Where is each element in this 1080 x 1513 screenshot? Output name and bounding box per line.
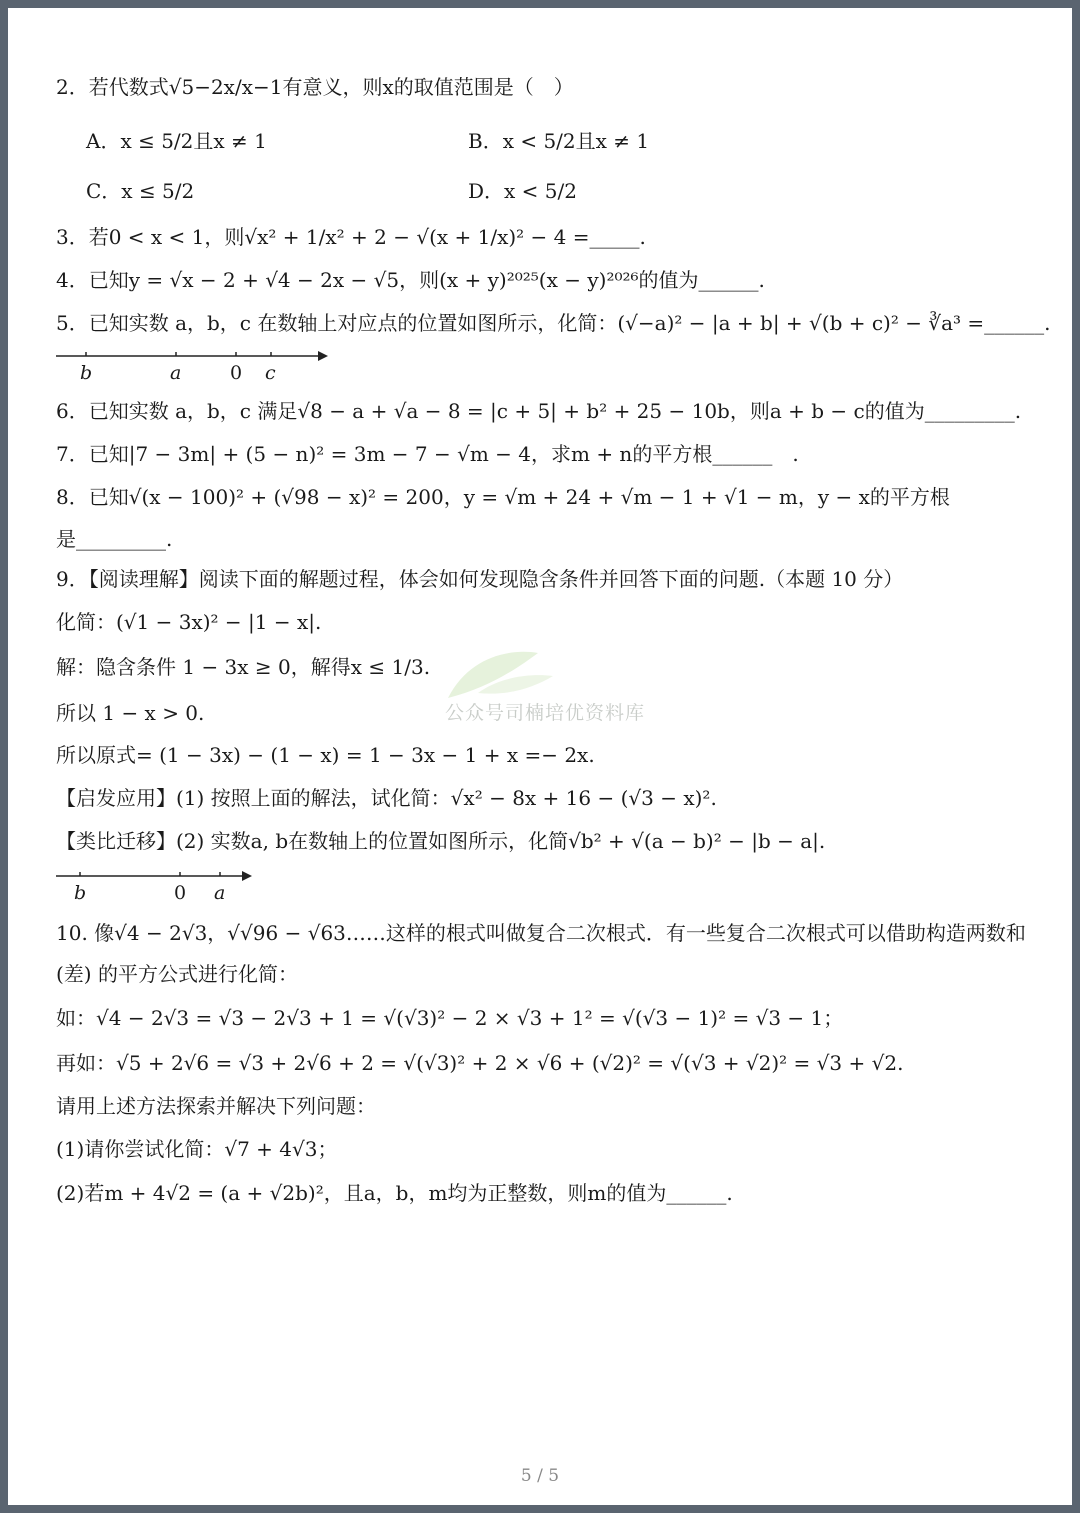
tick-label-b: b [80,362,93,384]
question-9-part-2: 【类比迁移】(2) 实数a, b在数轴上的位置如图所示，化简√b² + √(a − b)² − |b − a|. [56,829,826,853]
question-10-intro: 10. 像√4 − 2√3，√√96 − √63……这样的根式叫做复合二次根式．有一些复合二次根式可以借助构造两数和 [56,921,1026,945]
question-9-part-1: 【启发应用】(1) 按照上面的解法，试化简：√x² − 8x + 16 − (√3 − x)². [56,786,717,810]
tick-label-a: a [214,882,226,904]
question-10-example-2: 再如：√5 + 2√6 = √3 + 2√6 + 2 = √(√3)² + 2 × √6 + (√2)² = √(√3 + √2)² = √3 + √2. [56,1051,904,1075]
question-2-option-d: D．x < 5/2 [468,179,577,203]
tick-label-c: c [265,362,276,384]
tick-label-zero: 0 [230,362,243,384]
tick-label-a: a [170,362,182,384]
question-6: 6．已知实数 a，b，c 满足√8 − a + √a − 8 = |c + 5| + b² + 25 − 10b，则a + b − c的值为_________. [56,399,1022,423]
watermark-text: 公众号司楠培优资料库 [445,702,646,724]
question-2-stem: 2．若代数式√5−2x/x−1有意义，则x的取值范围是（ ） [56,75,574,99]
question-9-step: 所以 1 − x > 0. [56,701,205,725]
question-9-title: 9．【阅读理解】阅读下面的解题过程，体会如何发现隐含条件并回答下面的问题.（本题 10 分） [56,567,904,591]
question-5: 5．已知实数 a，b，c 在数轴上对应点的位置如图所示，化简：(√−a)² − |a + b| + √(b + c)² − ∛a³ =______. [56,311,1051,335]
question-10-part-1: (1)请你尝试化简：√7 + 4√3； [56,1137,338,1161]
tick-label-zero: 0 [174,882,187,904]
question-2-option-c: C．x ≤ 5/2 [86,179,195,203]
number-line-axis [56,346,336,366]
question-10-part-2: (2)若m + 4√2 = (a + √2b)²，且a，b，m均为正整数，则m的值为______. [56,1181,733,1205]
page-number: 5 / 5 [520,1466,560,1486]
question-9-solution: 解：隐含条件 1 − 3x ≥ 0，解得x ≤ 1/3. [56,655,431,679]
number-line-axis [56,866,276,886]
document-page [8,8,1072,1505]
question-3: 3．若0 < x < 1，则√x² + 1/x² + 2 − √(x + 1/x)² − 4 =_____. [56,225,646,249]
question-10-instruction: 请用上述方法探索并解决下列问题： [56,1094,376,1118]
question-8: 8．已知√(x − 100)² + (√98 − x)² = 200，y = √m + 24 + √m − 1 + √1 − m，y − x的平方根 [56,485,950,509]
question-2-option-a: A．x ≤ 5/2且x ≠ 1 [86,129,267,153]
question-8-continuation: 是_________. [56,527,173,551]
question-4: 4．已知y = √x − 2 + √4 − 2x − √5，则(x + y)²⁰²⁵(x − y)²⁰²⁶的值为______. [56,268,765,292]
question-2-option-b: B．x < 5/2且x ≠ 1 [468,129,650,153]
question-10-intro-cont: (差) 的平方公式进行化简： [56,962,298,986]
question-5-number-line [56,342,336,382]
question-7: 7．已知|7 − 3m| + (5 − n)² = 3m − 7 − √m − 4，求m + n的平方根______ . [56,442,799,466]
question-9-simplify: 化简：(√1 − 3x)² − |1 − x|. [56,610,322,634]
question-9-number-line [56,862,276,902]
question-9-result: 所以原式= (1 − 3x) − (1 − x) = 1 − 3x − 1 + x =− 2x. [56,743,595,767]
question-10-example-1: 如：√4 − 2√3 = √3 − 2√3 + 1 = √(√3)² − 2 × √3 + 1² = √(√3 − 1)² = √3 − 1； [56,1006,844,1030]
tick-label-b: b [74,882,87,904]
